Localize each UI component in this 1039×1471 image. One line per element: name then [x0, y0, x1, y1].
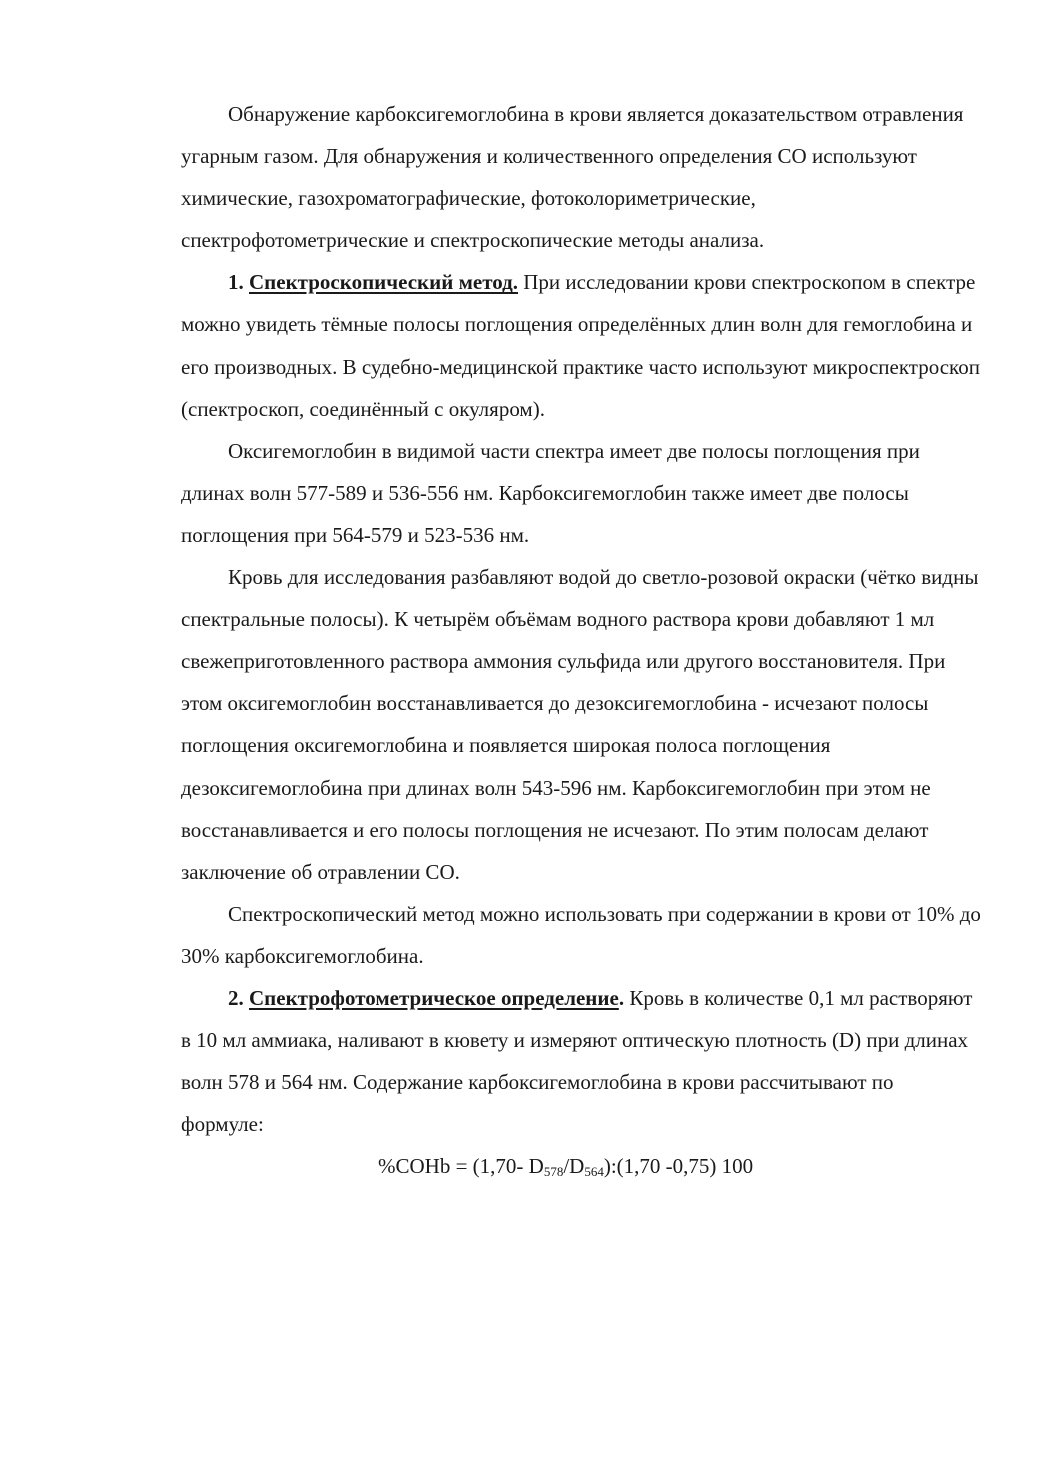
paragraph-method-range: [181, 893, 981, 977]
paragraph-procedure: [181, 556, 981, 893]
paragraph-procedure-text: Кровь для исследования разбавляют водой до светло-розовой окраски (чётко видны спектральные полосы). К четырём объёмам водного раствора крови добавляют 1 мл свежеприготовленного раствора аммония сульфида или другого восстановителя. При этом оксигемоглобин восстанавливается до дезоксигемоглобина - исчезают полосы поглощения оксигемоглобина и появляется широкая полоса поглощения дезоксигемоглобина при длинах волн 543-596 нм. Карбоксигемоглобин при этом не восстанавливается и его полосы поглощения не исчезают. По этим полосам делают заключение об отравлении СО.: [181, 565, 979, 884]
paragraph-spectrophotometric: [181, 977, 981, 1145]
section-number-2: 2.: [228, 985, 244, 1010]
section-body-spectroscopic: При исследовании крови спектроскопом в спектре можно увидеть тёмные полосы поглощения определённых длин волн для гемоглобина и его производных. В судебно-медицинской практике часто используют микроспектроскоп (спектроскоп, соединённый с окуляром).: [181, 270, 980, 421]
formula-subscript-578: 578: [543, 1164, 564, 1180]
paragraph-spectroscopic-method: [181, 261, 981, 429]
section-heading-period: .: [618, 985, 625, 1010]
document-page: [181, 93, 981, 1187]
formula-rhs: ):(1,70 -0,75) 100: [603, 1154, 754, 1179]
formula-cohb: [181, 1145, 981, 1187]
section-heading-spectroscopic: Спектроскопический метод.: [249, 270, 519, 295]
formula-slash: /D: [563, 1154, 585, 1179]
section-number-1: 1.: [228, 270, 244, 295]
paragraph-absorption-bands-text: Оксигемоглобин в видимой части спектра имеет две полосы поглощения при длинах волн 577-589 и 536-556 нм. Карбоксигемоглобин также имеет две полосы поглощения при 564-579 и 523-536 нм.: [181, 438, 920, 547]
section-heading-spectrophotometric: Спектрофотометрическое определение: [249, 985, 619, 1010]
section-body-spectrophotometric: Кровь в количестве 0,1 мл растворяют в 10 мл аммиака, наливают в кювету и измеряют оптическую плотность (D) при длинах волн 578 и 564 нм. Содержание карбоксигемоглобина в крови рассчитывают по формуле:: [181, 985, 973, 1137]
formula-lhs: %COHb = (1,70- D: [378, 1154, 544, 1179]
formula-subscript-564: 564: [584, 1164, 604, 1180]
paragraph-intro-text: Обнаружение карбоксигемоглобина в крови является доказательством отравления угарным газом. Для обнаружения и количественного определения СО используют химические, газохроматографические, фотоколориметрические, спектрофотометрические и спектроскопические методы анализа.: [181, 102, 964, 253]
paragraph-method-range-text: Спектроскопический метод можно использовать при содержании в крови от 10% до 30% карбоксигемоглобина.: [181, 901, 981, 968]
paragraph-absorption-bands: [181, 430, 981, 556]
paragraph-intro: [181, 93, 981, 261]
